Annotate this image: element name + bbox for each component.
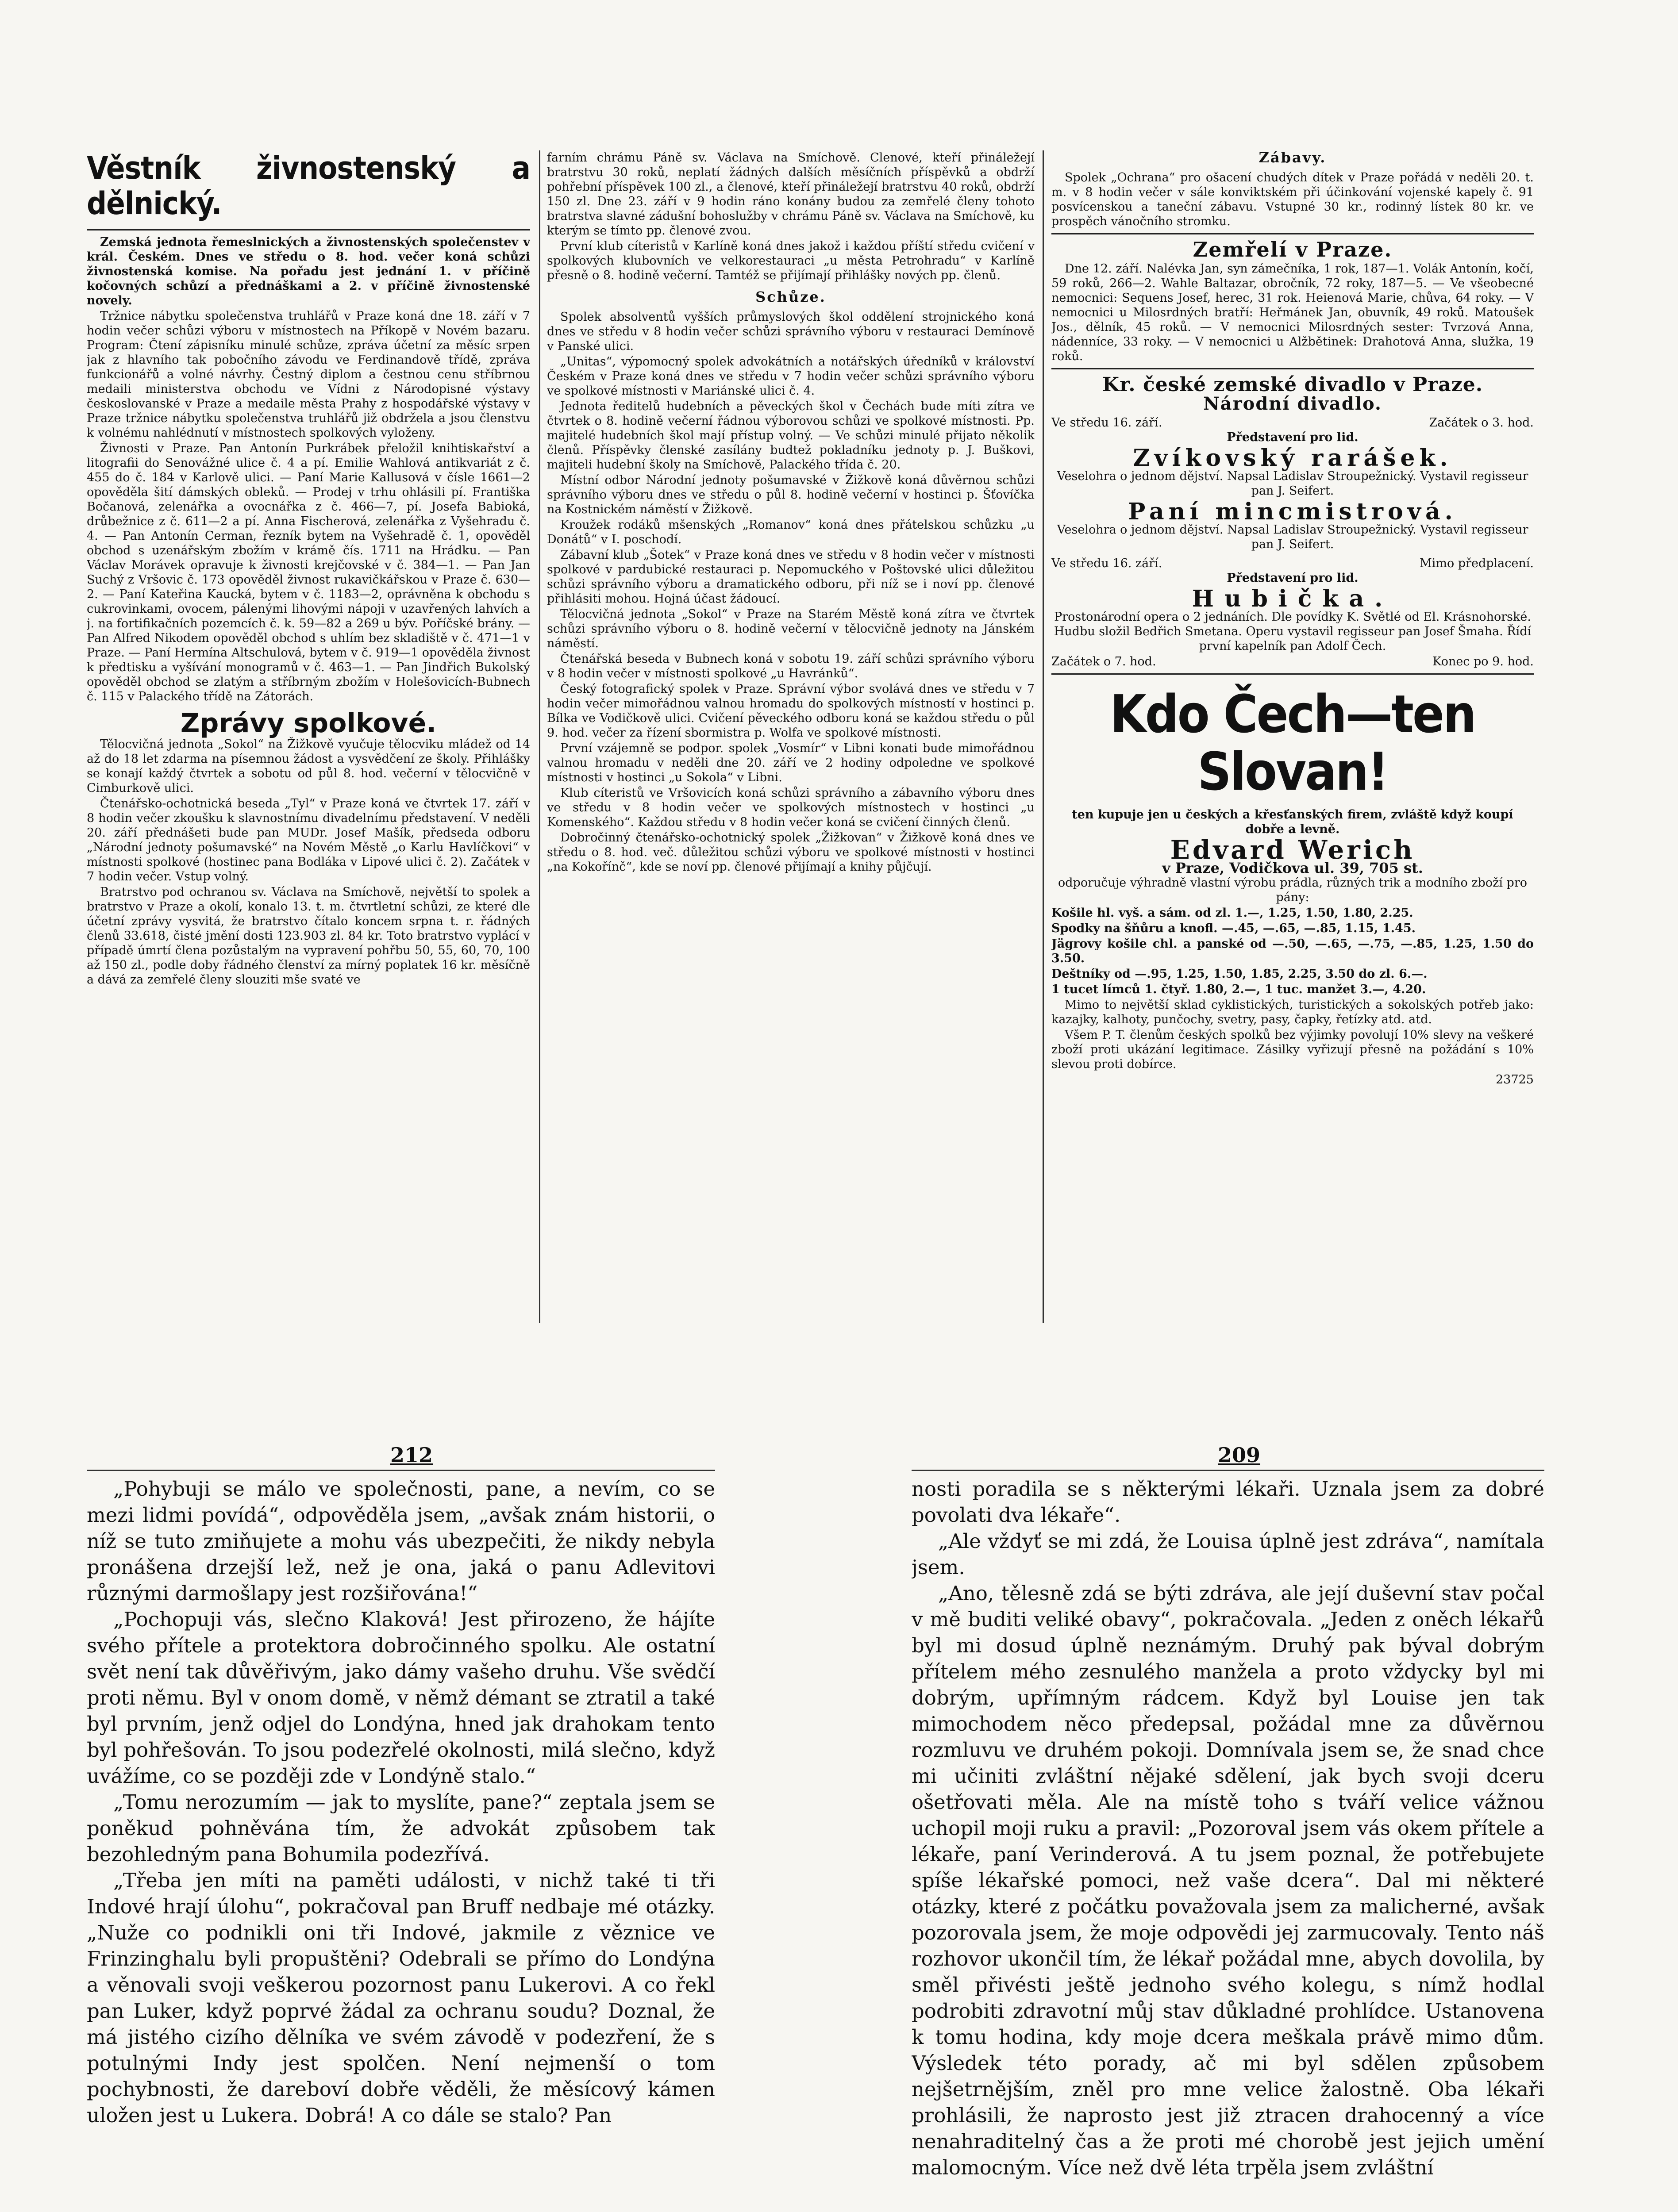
show-description: Prostonárodní opera o 2 jednáních. Dle povídky K. Světlé od El. Krásnohorské. Hudbu složil Bedřich Smetana. Operu vystavil regisseur pan Josef Šmaha. Řídí první kapelník pan Adolf Čech. bbox=[1054, 610, 1532, 653]
ad-slogan: Kdo Čech—ten Slovan! bbox=[1110, 684, 1475, 802]
show-begin: Začátek o 7. hod. bbox=[1051, 655, 1156, 668]
page-rule bbox=[912, 1470, 1544, 1471]
ad-address: v Praze, Vodičkova ul. 39, 705 st. bbox=[1162, 860, 1423, 876]
show-title: Paní mincmistrová. bbox=[1128, 498, 1457, 525]
article: Živnosti v Praze. Pan Antonín Purkrábek přeložil knihtiskařství a litografii do Senovážné ulice č. 4 a pí. Emilie Wahlová antikvariát z č. 455 do č. 184 v Karlově ulici. — Paní Marie Kallusová v čísle 1661—2 opověděla šití dámských obleků. — Prodej v trhu ohlásili pí. Františka Bočanová, zelenářka a ovocnářka z č. 466—7, pí. Josefa Babioká, drůbežnice z č. 611—2 a pí. Anna Fischerová, zelenářka z Vyšehradu č. 4. — Pan Antonín Cerman, řezník bytem na Vyšehradě č. 1, opověděl obchod s uzenářským zbožím v krámě čís. 1711 na Hrádku. — Pan Václav Morávek opravuje k živnosti krejčovské v č. 384—1. — Pan Jan Suchý z Vršovic č. 173 opověděl živnost rukavičkářskou v Praze č. 630—2. — Paní Kateřina Kaucká, bytem v č. 1183—2, oprávněna k obchodu s cukrovinkami, ovocem, pálenými lihovými nápoji v uzavřených lahvích a j. na fortifikačních pozemcích č. k. 59—82 a 269 u býv. Poříčské brány. — Pan Alfred Nikodem opověděl obchod s uhlím bez skladiště v č. 471—1 v Praze. — Paní Hermína Altschulová, bytem v č. 919—1 opověděla živnost k předtisku a vyšívání monogramů v č. 463—1. — Pan Jindřich Bukolský opověděl obchod se zlatým a stříbrným zbožím v Holešovicích-Bubnech č. 115 v Palackého třídě na Zátorách. bbox=[87, 442, 530, 703]
article: Spolek absolventů vyšších průmyslových škol oddělení strojnického koná dnes ve středu v 8 hodin večer schůzi správního výboru v restauraci Demínově v Panské ulici. bbox=[547, 310, 1035, 353]
ad-item: Košile hl. vyš. a sám. od zl. 1.—, 1.25, 1.50, 1.80, 2.25. bbox=[1051, 906, 1413, 920]
section-heading-clubs: Zprávy spolkové. bbox=[180, 708, 437, 739]
column-divider bbox=[1043, 150, 1044, 1323]
article: Kroužek rodáků mšenských „Romanov“ koná dnes přátelskou schůzku „u Donátů“ v I. poschodí. bbox=[547, 518, 1035, 546]
paragraph: „Ale vždyť se mi zdá, že Louisa úplně jest zdráva“, namítala jsem. bbox=[912, 1529, 1544, 1579]
book-page-left bbox=[87, 1476, 715, 2184]
show-meta bbox=[1051, 415, 1534, 430]
show-description: Veselohra o jednom dějství. Napsal Ladislav Stroupežnický. Vystavil regisseur pan J. Seifert. bbox=[1057, 469, 1528, 498]
page-number-left: 212 bbox=[390, 1443, 433, 1467]
ad-item: 1 tucet límců 1. čtyř. 1.80, 2.—, 1 tuc. manžet 3.—, 4.20. bbox=[1051, 983, 1426, 996]
article: farním chrámu Páně sv. Václava na Smíchově. Clenové, kteří přináležejí bratrstvu 30 roků, neplatí žádných dalších měsíčních příspěvků a obdrží pohřební příspěvek 100 zl., a členové, kteří přináležejí bratrstvu 40 roků, obdrží 150 zl. Dne 23. září v 9 hodin ráno konány budou za zemřelé členy tohoto bratrstva slavné zádušní bohoslužby v chrámu Páně sv. Václava na Smíchově, ku kterým se tímto pp. členové zvou. bbox=[547, 151, 1035, 238]
paragraph: „Pohybuji se málo ve společnosti, pane, a nevím, co se mezi lidmi povídá“, odpověděla jsem, „avšak znám historii, o níž se tuto zmiňujete a mohu vás ubezpečiti, že nikdy nebyla pronášena drzejší lež, než je ona, jaká o panu Adlevitovi různými darmošlapy jest rozšiřována!“ bbox=[87, 1477, 715, 1605]
article: „Unitas“, výpomocný spolek advokátních a notářských úředníků v království Českém v Praze koná dnes ve středu v 7 hodin večer schůzi správního výboru ve spolkové místnosti v Mariánské ulici č. 4. bbox=[547, 355, 1035, 398]
ad-item: Mimo to největší sklad cyklistických, turistických a sokolských potřeb jako: kazajky, kalhoty, punčochy, svetry, pasy, čapky, řetízky atd. atd. bbox=[1051, 998, 1534, 1026]
section-heading-trade: Věstník živnostenský a dělnický. bbox=[87, 150, 530, 222]
divider bbox=[1051, 368, 1534, 369]
article: Klub cíteristů ve Vršovicích koná schůzi správního a zábavního výboru dnes ve středu v 8 hodin večer ve spolkových místnostech v hostinci „u Komenského“. Každou středu v 8 hodin večer koná se cvičení činných členů. bbox=[547, 786, 1035, 829]
show-subscription: Mimo předplacení. bbox=[1420, 557, 1534, 570]
ad-code: 23725 bbox=[1496, 1073, 1534, 1087]
section-heading-entertainment: Zábavy. bbox=[1258, 150, 1327, 166]
upper-column-2 bbox=[547, 150, 1035, 1340]
ad-item: Všem P. T. členům českých spolků bez výjimky povolují 10% slevy na veškeré zboží proti ukázání legitimace. Zásilky vyřizují přesně na požádání s 10% slevou proti dobírce. bbox=[1051, 1028, 1534, 1071]
show-date: Ve středu 16. září. bbox=[1051, 416, 1162, 430]
ad-item: Deštníky od —.95, 1.25, 1.50, 1.85, 2.25, 3.50 do zl. 6.—. bbox=[1051, 967, 1428, 981]
paragraph: nosti poradila se s některými lékaři. Uznala jsem za dobré povolati dva lékaře“. bbox=[912, 1477, 1544, 1527]
ad-intro: ten kupuje jen u českých a křesťanských firem, zvláště když koupí dobře a levně. bbox=[1072, 808, 1513, 836]
section-heading-meetings: Schůze. bbox=[755, 288, 826, 305]
show-note: Představení pro lid. bbox=[1227, 571, 1359, 585]
show-start: Začátek o 3. hod. bbox=[1429, 416, 1534, 430]
theatre-subtitle: Národní divadlo. bbox=[1203, 393, 1382, 414]
column-divider bbox=[539, 150, 540, 1323]
ad-item: Spodky na šňůru a knofl. —.45, —.65, —.85, 1.15, 1.45. bbox=[1051, 922, 1416, 935]
article: Místní odbor Národní jednoty pošumavské v Žižkově koná důvěrnou schůzi správního výboru dnes ve středu o půl 8. hodině večerní v hostinci p. Šťovíčka na Kostnickém náměstí v Žižkově. bbox=[547, 473, 1035, 516]
paragraph: „Pochopuji vás, slečno Klaková! Jest přirozeno, že hájíte svého přítele a protektora dobročinného spolku. Ale ostatní svět není tak důvěřivým, jako dámy vašeho druhu. Vše svědčí proti němu. Byl v onom domě, v němž démant se ztratil a také byl prvním, jenž odjel do Londýna, hned jak drahokam tento byl pohřešován. To jsou podezřelé okolnosti, milá slečno, když uvážíme, co se později zde v Londýně stalo.“ bbox=[87, 1608, 715, 1788]
article: Dne 12. září. Nalévka Jan, syn zámečníka, 1 rok, 187—1. Volák Antonín, kočí, 59 roků, 266—2. Wahle Baltazar, obročník, 72 roky, 187—5. — Ve všeobecné nemocnici: Sequens Josef, herec, 31 rok. Heienová Marie, chůva, 64 roky. — V nemocnici u Milosrdných bratří: Heřmánek Jan, obuvník, 49 roků. Matoušek Jos., dělník, 45 roků. — V nemocnici Milosrdných sester: Tvrzová Anna, nádenníce, 33 roky. — V nemocnici u Alžbětinek: Drahotová Anna, služka, 19 roků. bbox=[1051, 262, 1534, 363]
show-times bbox=[1051, 654, 1534, 669]
upper-column-3 bbox=[1051, 150, 1534, 1340]
section-heading-deaths: Zemřelí v Praze. bbox=[1193, 238, 1393, 261]
article: První vzájemně se podpor. spolek „Vosmír“ v Libni konati bude mimořádnou valnou hromadu v neděli dne 20. září ve 2 hodiny odpoledne ve spolkové místnosti v hostinci „u Sokola“ v Libni. bbox=[547, 741, 1035, 784]
upper-column-1 bbox=[87, 150, 530, 1340]
article: Čtenářská beseda v Bubnech koná v sobotu 19. září schůzi správního výboru v 8 hodin večer v místnosti spolkové „u Havránků“. bbox=[547, 652, 1035, 680]
book-page-right bbox=[912, 1476, 1544, 2206]
show-note: Představení pro lid. bbox=[1227, 430, 1359, 444]
divider bbox=[1051, 673, 1534, 675]
article: První klub cíteristů v Karlíně koná dnes jakož i každou příští středu cvičení v spolkových klubovních ve velkorestauraci „u města Petrohradu“ v Karlíně přesně o 8. hodině večerní. Tamtéž se přijímají přihlášky nových pp. členů. bbox=[547, 239, 1035, 282]
article: Dobročinný čtenářsko-ochotnický spolek „Žižkovan“ v Žižkově koná dnes ve středu o 8. hod. več. důležitou schůzi výboru ve spolkové místnosti v hostinci „na Kokořínč“, kde se noví pp. členové přijímají a knihy půjčují. bbox=[547, 831, 1035, 874]
article: Tělocvičná jednota „Sokol“ v Praze na Starém Městě koná zítra ve čtvrtek schůzi správního výboru o 8. hodině večerní v tělocvičně jednoty na Jánském náměstí. bbox=[547, 607, 1035, 650]
paragraph: „Ano, tělesně zdá se býti zdráva, ale její duševní stav počal v mě buditi veliké obavy“, pokračovala. „Jeden z oněch lékařů byl mi dosud úplně neznámým. Druhý pak býval dobrým přítelem mého zesnulého manžela a proto vždycky byl mi dobrým, upřímným rádcem. Když byl Louise jen tak mimochodem něco předepsal, požádal mne za důvěrnou rozmluvu ve druhém pokoji. Domnívala jsem se, že snad chce mi učiniti zvláštní nějaké sdělení, jak bych svoji dceru ošetřovati měla. Ale na místě toho s tváří velice vážnou uchopil moji ruku a pravil: „Pozoroval jsem vás okem přítele a lékaře, paní Verinderová. A tu jsem poznal, že potřebujete spíše lékařské pomoci, než vaše dcera“. Dal mi některé otázky, které z počátku považovala jsem za malicherné, avšak pozorovala jsem, že moje odpovědi jej zarmucovaly. Tento náš rozhovor ukončil tím, že lékař požádal mne, abych dovolila, by směl přivésti ještě jednoho svého kolegu, s nímž hodlal podrobiti zdravotní můj stav důkladné prohlídce. Ustanovena k tomu hodina, kdy moje dcera meškala právě mimo dům. Výsledek této porady, ač mi byl sdělen způsobem nejšetrnějším, zněl pro mne velice žalostně. Oba lékaři prohlásili, že naprosto jest již ztracen drahocenný a více nenahraditelný čas a že proti mé chorobě jest jejich umění malomocným. Více než dvě léta trpěla jsem zvláštní bbox=[912, 1582, 1544, 2179]
paragraph: „Tomu nerozumím — jak to myslíte, pane?“ zeptala jsem se poněkud pohněvána tím, že advokát způsobem tak bezohledným pana Bohumila podezřívá. bbox=[87, 1790, 715, 1866]
ad-company-name: Edvard Werich bbox=[1170, 835, 1415, 865]
page-rule bbox=[87, 1470, 715, 1471]
article: Tělocvičná jednota „Sokol“ na Žižkově vyučuje tělocviku mládež od 14 až do 18 let zdarma na písemnou žádost a vysvědčení ze školy. Přihlášky se konají každý čtvrtek a sobotu od půl 8. hod. večerní v tělocvičně v Cimburkově ulici. bbox=[87, 737, 530, 795]
article: Spolek „Ochrana“ pro ošacení chudých dítek v Praze pořádá v neděli 20. t. m. v 8 hodin večer v sále konviktském při účinkování vojenské kapely č. 91 posvícenskou a taneční zábavu. Vstupné 30 kr., rodinný lístek 80 kr. ve prospěch vánočního stromku. bbox=[1051, 171, 1534, 228]
show-date: Ve středu 16. září. bbox=[1051, 557, 1162, 570]
article: Zemská jednota řemeslnických a živnostenských společenstev v král. Českém. Dnes ve středu o 8. hod. večer koná schůzi živnostenská komise. Na pořadu jest jednání 1. v příčině kočovných schůzí a přednáškami a 2. v příčině živnostenské novely. bbox=[87, 235, 530, 307]
divider bbox=[1051, 233, 1534, 234]
article: Bratrstvo pod ochranou sv. Václava na Smíchově, největší to spolek a bratrstvo v Praze a okolí, konalo 13. t. m. čtvrtletní schůzi, ze které dle účetní zprávy vysvitá, že bratrstvo čítalo koncem srpna t. r. řádných členů 33.618, čisté jmění dosti 123.903 zl. 84 kr. Toto bratrstvo vyplácí v případě úmrtí člena pozůstalým na vypravení pohřbu 50, 55, 60, 70, 100 až 150 zl., podle doby řádného členství za mírný poplatek 16 kr. měsíčně a dává za zemřelé členy slouziti mše svaté ve bbox=[87, 885, 530, 987]
show-title: Zvíkovský rarášek. bbox=[1133, 445, 1452, 472]
show-meta bbox=[1051, 556, 1534, 571]
article: Zábavní klub „Šotek“ v Praze koná dnes ve středu v 8 hodin večer v místnosti spolkové v pardubické restauraci p. Nepomuckého v Poštovské ulici důležitou schůzi správního výboru a dramatického odboru, při níž se i noví pp. členové přihlásiti mohou. Hojná účast žádoucí. bbox=[547, 548, 1035, 606]
show-title: Hubička. bbox=[1192, 585, 1393, 612]
ad-text: odporučuje výhradně vlastní výrobu prádla, různých trik a modního zboží pro pány: bbox=[1058, 876, 1527, 904]
show-end: Konec po 9. hod. bbox=[1432, 655, 1534, 668]
page-number-right: 209 bbox=[1217, 1443, 1261, 1467]
article: Čtenářsko-ochotnická beseda „Tyl“ v Praze koná ve čtvrtek 17. září v 8 hodin večer zkoušku k slavnostnímu divadelnímu představení. V neděli 20. září přednášeti bude pan MUDr. Josef Mašík, předseda odboru „Národní jednoty pošumavské“ na Novém Městě „o Karlu Havlíčkovi“ v místnosti spolkové (hostinec pana Bodláka v Lipové ulici č. 2). Začátek v 7 hodin večer. Vstup volný. bbox=[87, 797, 530, 883]
divider bbox=[87, 229, 530, 230]
article: Český fotografický spolek v Praze. Správní výbor svolává dnes ve středu v 7 hodin večer mimořádnou valnou hromadu do spolkových místností v hostinci p. Bílka ve Vodičkově ulici. Cvičení pěveckého odboru koná se každou středu o půl 9. hod. večer za řízení sbormistra p. Wolfa ve spolkové místnosti. bbox=[547, 682, 1035, 740]
article: Tržnice nábytku společenstva truhlářů v Praze koná dne 18. září v 7 hodin večer schůzi výboru v místnostech na Příkopě v Novém bazaru. Program: Čtení zápisníku minulé schůze, zpráva účetní za měsíc srpen jak z hlavního tak pobočního závodu ve Ferdinandově třídě, zpráva funkcionářů a volné návrhy. Čestný diplom a čestnou cenu stříbrnou medaili ministerstva obchodu ve Vídni z Národopisné výstavy českoslovanské v Praze a medaile města Prahy z hospodářské výstavy v Praze tržnice nábytku společenstva truhlářů již obdržela a jsou členstvu k volnému nahlédnutí v místnostech spolkových vyloženy. bbox=[87, 309, 530, 440]
theatre-title: Kr. české zemské divadlo v Praze. bbox=[1102, 373, 1483, 396]
article: Jednota ředitelů hudebních a pěveckých škol v Čechách bude míti zítra ve čtvrtek o 8. hodině večerní řádnou výborovou schůzi ve spolkové místnosti. Pp. majitelé hudebních škol mají přístup volný. — Ve schůzi minulé přijato několik členů. Příspěvky členské zasílány budtež pokladníku jednoty p. J. Buškovi, majiteli hudební školy na Smíchově, Palackého třída č. 20. bbox=[547, 399, 1035, 472]
show-description: Veselohra o jednom dějství. Napsal Ladislav Stroupežnický. Vystavil regisseur pan J. Seifert. bbox=[1057, 523, 1528, 551]
paragraph: „Třeba jen míti na paměti události, v nichž také ti tři Indové hrají úlohu“, pokračoval pan Bruff nedbaje mé otázky. „Nuže co podnikli oni tři Indové, jakmile z věznice ve Frinzinghalu byli propuštěni? Odebrali se přímo do Londýna a věnovali svoji veškerou pozornost panu Lukerovi. A co řekl pan Luker, když poprvé žádal za ochranu soudu? Doznal, že má jistého cizího dělníka ve svém závodě v podezření, že s potulnými Indy jest spolčen. Není nejmenší o tom pochybnosti, že dareboví dobře věděli, že měsícový kámen uložen jest u Lukera. Dobrá! A co dále se stalo? Pan bbox=[87, 1869, 715, 2127]
ad-item: Jägrovy košile chl. a panské od —.50, —.65, —.75, —.85, 1.25, 1.50 do 3.50. bbox=[1051, 937, 1534, 965]
